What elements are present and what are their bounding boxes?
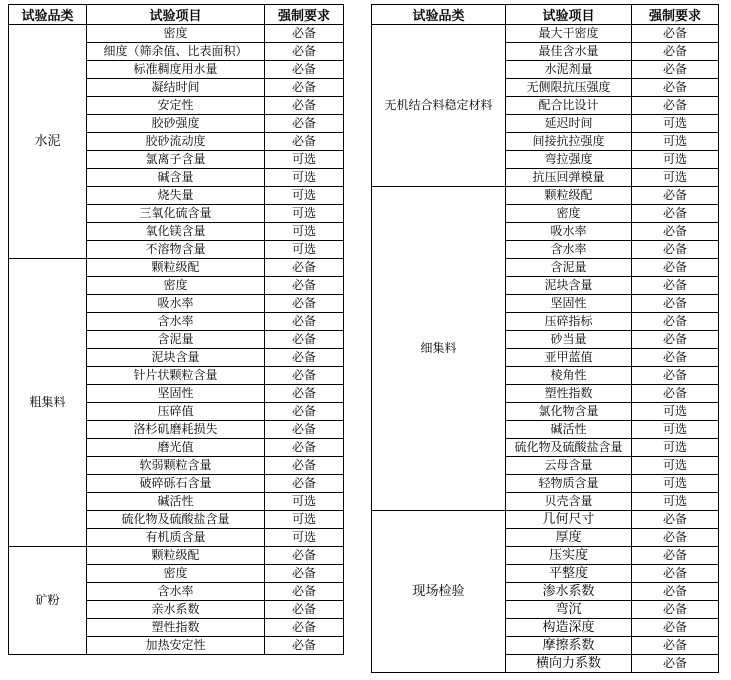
requirement-cell: 必备 <box>265 331 344 349</box>
item-cell: 泥块含量 <box>506 277 632 295</box>
requirement-cell: 必备 <box>632 601 719 619</box>
requirement-cell: 必备 <box>265 295 344 313</box>
item-cell: 亚甲蓝值 <box>506 349 632 367</box>
requirement-cell: 必备 <box>632 583 719 601</box>
table-row <box>372 25 719 43</box>
item-cell: 碱活性 <box>87 493 265 511</box>
table-row <box>9 547 344 565</box>
item-cell: 横向力系数 <box>506 655 632 673</box>
category-cell: 现场检验 <box>372 511 506 673</box>
item-cell: 硫化物及硫酸盐含量 <box>506 439 632 457</box>
item-cell: 云母含量 <box>506 457 632 475</box>
item-cell: 压实度 <box>506 547 632 565</box>
requirement-cell: 必备 <box>632 511 719 529</box>
requirement-cell: 必备 <box>265 385 344 403</box>
item-cell: 坚固性 <box>506 295 632 313</box>
requirement-cell: 必备 <box>265 565 344 583</box>
item-cell: 软弱颗粒含量 <box>87 457 265 475</box>
requirement-cell: 必备 <box>632 205 719 223</box>
item-cell: 胶砂强度 <box>87 115 265 133</box>
left-test-table <box>8 4 344 655</box>
requirement-cell: 可选 <box>265 493 344 511</box>
requirement-cell: 可选 <box>265 169 344 187</box>
requirement-cell: 可选 <box>265 205 344 223</box>
item-cell: 塑性指数 <box>87 619 265 637</box>
requirement-cell: 可选 <box>265 187 344 205</box>
requirement-cell: 可选 <box>265 151 344 169</box>
requirement-cell: 必备 <box>265 583 344 601</box>
requirement-cell: 必备 <box>632 241 719 259</box>
item-cell: 氯化物含量 <box>506 403 632 421</box>
header-row <box>9 5 344 25</box>
requirement-cell: 必备 <box>265 277 344 295</box>
item-cell: 配合比设计 <box>506 97 632 115</box>
item-cell: 密度 <box>87 25 265 43</box>
item-cell: 渗水系数 <box>506 583 632 601</box>
item-cell: 间接抗拉强度 <box>506 133 632 151</box>
item-cell: 安定性 <box>87 97 265 115</box>
item-cell: 氯离子含量 <box>87 151 265 169</box>
requirement-cell: 必备 <box>632 259 719 277</box>
item-cell: 厚度 <box>506 529 632 547</box>
item-cell: 磨光值 <box>87 439 265 457</box>
requirement-cell: 必备 <box>632 187 719 205</box>
item-cell: 烧失量 <box>87 187 265 205</box>
requirement-cell: 必备 <box>265 367 344 385</box>
requirement-cell: 必备 <box>632 637 719 655</box>
item-cell: 细度（筛余值、比表面积） <box>87 43 265 61</box>
requirement-cell: 可选 <box>632 439 719 457</box>
category-cell: 粗集料 <box>9 259 87 547</box>
item-cell: 碱活性 <box>506 421 632 439</box>
requirement-cell: 必备 <box>265 79 344 97</box>
item-cell: 三氧化硫含量 <box>87 205 265 223</box>
item-cell: 密度 <box>506 205 632 223</box>
requirement-cell: 可选 <box>632 457 719 475</box>
requirement-cell: 可选 <box>265 529 344 547</box>
header-item: 试验项目 <box>87 5 265 25</box>
requirement-cell: 必备 <box>632 43 719 61</box>
requirement-cell: 必备 <box>265 259 344 277</box>
table-row <box>9 25 344 43</box>
item-cell: 水泥剂量 <box>506 61 632 79</box>
requirement-cell: 必备 <box>265 25 344 43</box>
table-row <box>372 187 719 205</box>
table-row <box>9 259 344 277</box>
item-cell: 平整度 <box>506 565 632 583</box>
requirement-cell: 必备 <box>632 331 719 349</box>
item-cell: 颗粒级配 <box>506 187 632 205</box>
requirement-cell: 必备 <box>265 475 344 493</box>
item-cell: 有机质含量 <box>87 529 265 547</box>
item-cell: 含水率 <box>87 583 265 601</box>
item-cell: 棱角性 <box>506 367 632 385</box>
item-cell: 泥块含量 <box>87 349 265 367</box>
header-row <box>372 5 719 25</box>
requirement-cell: 可选 <box>632 403 719 421</box>
category-cell: 无机结合料稳定材料 <box>372 25 506 187</box>
requirement-cell: 可选 <box>632 421 719 439</box>
item-cell: 不溶物含量 <box>87 241 265 259</box>
requirement-cell: 可选 <box>632 475 719 493</box>
requirement-cell: 可选 <box>632 151 719 169</box>
requirement-cell: 必备 <box>632 25 719 43</box>
requirement-cell: 可选 <box>265 511 344 529</box>
item-cell: 延迟时间 <box>506 115 632 133</box>
item-cell: 亲水系数 <box>87 601 265 619</box>
requirement-cell: 必备 <box>632 277 719 295</box>
item-cell: 含水率 <box>87 313 265 331</box>
requirement-cell: 必备 <box>265 133 344 151</box>
item-cell: 含泥量 <box>506 259 632 277</box>
item-cell: 几何尺寸 <box>506 511 632 529</box>
requirement-cell: 可选 <box>265 223 344 241</box>
item-cell: 压碎指标 <box>506 313 632 331</box>
requirement-cell: 必备 <box>265 601 344 619</box>
item-cell: 抗压回弹模量 <box>506 169 632 187</box>
item-cell: 标准稠度用水量 <box>87 61 265 79</box>
requirement-cell: 必备 <box>265 43 344 61</box>
requirement-cell: 必备 <box>632 61 719 79</box>
requirement-cell: 必备 <box>265 421 344 439</box>
item-cell: 压碎值 <box>87 403 265 421</box>
item-cell: 密度 <box>87 565 265 583</box>
requirement-cell: 必备 <box>265 457 344 475</box>
requirement-cell: 必备 <box>632 313 719 331</box>
requirement-cell: 可选 <box>265 241 344 259</box>
header-category: 试验品类 <box>9 5 87 25</box>
requirement-cell: 可选 <box>632 169 719 187</box>
item-cell: 碱含量 <box>87 169 265 187</box>
item-cell: 针片状颗粒含量 <box>87 367 265 385</box>
item-cell: 胶砂流动度 <box>87 133 265 151</box>
requirement-cell: 必备 <box>632 619 719 637</box>
item-cell: 加热安定性 <box>87 637 265 655</box>
item-cell: 吸水率 <box>87 295 265 313</box>
requirement-cell: 必备 <box>632 655 719 673</box>
requirement-cell: 必备 <box>265 349 344 367</box>
item-cell: 洛杉矶磨耗损失 <box>87 421 265 439</box>
item-cell: 构造深度 <box>506 619 632 637</box>
item-cell: 坚固性 <box>87 385 265 403</box>
requirement-cell: 必备 <box>265 637 344 655</box>
requirement-cell: 必备 <box>632 79 719 97</box>
header-item: 试验项目 <box>506 5 632 25</box>
item-cell: 密度 <box>87 277 265 295</box>
table-row <box>372 511 719 529</box>
header-requirement: 强制要求 <box>632 5 719 25</box>
item-cell: 贝壳含量 <box>506 493 632 511</box>
category-cell: 矿粉 <box>9 547 87 655</box>
requirement-cell: 必备 <box>632 565 719 583</box>
requirement-cell: 必备 <box>632 223 719 241</box>
requirement-cell: 必备 <box>265 403 344 421</box>
item-cell: 氧化镁含量 <box>87 223 265 241</box>
requirement-cell: 必备 <box>632 385 719 403</box>
requirement-cell: 必备 <box>632 529 719 547</box>
item-cell: 含水率 <box>506 241 632 259</box>
item-cell: 凝结时间 <box>87 79 265 97</box>
requirement-cell: 必备 <box>632 367 719 385</box>
item-cell: 颗粒级配 <box>87 547 265 565</box>
item-cell: 弯沉 <box>506 601 632 619</box>
category-cell: 细集料 <box>372 187 506 511</box>
requirement-cell: 必备 <box>265 61 344 79</box>
requirement-cell: 必备 <box>265 619 344 637</box>
item-cell: 轻物质含量 <box>506 475 632 493</box>
requirement-cell: 必备 <box>265 97 344 115</box>
requirement-cell: 可选 <box>632 493 719 511</box>
item-cell: 塑性指数 <box>506 385 632 403</box>
item-cell: 弯拉强度 <box>506 151 632 169</box>
requirement-cell: 可选 <box>632 115 719 133</box>
requirement-cell: 必备 <box>632 97 719 115</box>
item-cell: 颗粒级配 <box>87 259 265 277</box>
item-cell: 含泥量 <box>87 331 265 349</box>
category-cell: 水泥 <box>9 25 87 259</box>
item-cell: 摩擦系数 <box>506 637 632 655</box>
item-cell: 无侧限抗压强度 <box>506 79 632 97</box>
right-test-table <box>371 4 719 673</box>
requirement-cell: 必备 <box>632 349 719 367</box>
requirement-cell: 必备 <box>632 547 719 565</box>
requirement-cell: 必备 <box>632 295 719 313</box>
requirement-cell: 必备 <box>265 313 344 331</box>
requirement-cell: 必备 <box>265 115 344 133</box>
requirement-cell: 可选 <box>632 133 719 151</box>
item-cell: 砂当量 <box>506 331 632 349</box>
requirement-cell: 必备 <box>265 439 344 457</box>
header-category: 试验品类 <box>372 5 506 25</box>
item-cell: 破碎砾石含量 <box>87 475 265 493</box>
item-cell: 最大干密度 <box>506 25 632 43</box>
requirement-cell: 必备 <box>265 547 344 565</box>
item-cell: 最佳含水量 <box>506 43 632 61</box>
item-cell: 硫化物及硫酸盐含量 <box>87 511 265 529</box>
item-cell: 吸水率 <box>506 223 632 241</box>
header-requirement: 强制要求 <box>265 5 344 25</box>
